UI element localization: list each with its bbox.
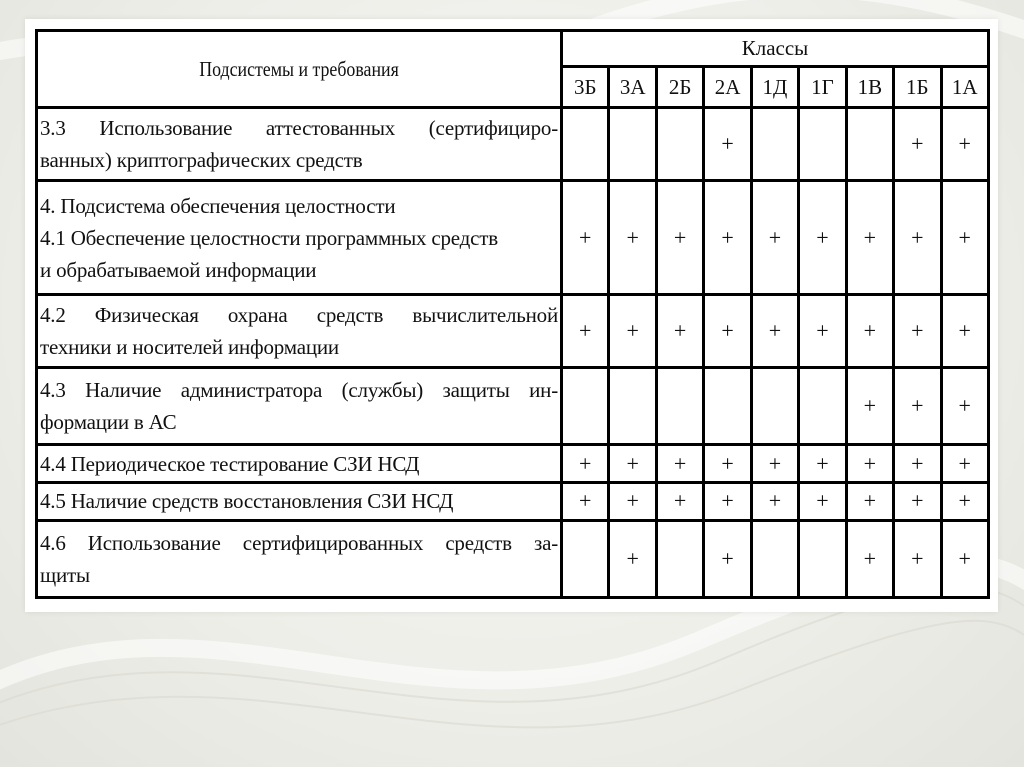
- requirement-mark-cell: +: [609, 445, 656, 483]
- requirements-table: [35, 29, 990, 599]
- requirement-text-line: ванных) криптографических средств: [40, 148, 363, 173]
- requirement-text-line: 4.3 Наличие администратора (службы) защиты ин-: [40, 378, 558, 403]
- requirement-mark-cell: +: [799, 483, 846, 521]
- requirement-mark-cell: +: [656, 445, 703, 483]
- requirement-mark-cell: +: [941, 295, 989, 368]
- requirement-mark-cell: +: [941, 445, 989, 483]
- requirement-cell: [37, 483, 562, 521]
- requirement-mark-cell: +: [751, 445, 798, 483]
- requirement-mark-cell: +: [609, 483, 656, 521]
- requirement-mark-cell: +: [846, 368, 893, 445]
- requirement-text-line: техники и носителей информации: [40, 335, 339, 360]
- requirement-text-line: 4.1 Обеспечение целостности программных средств: [40, 225, 498, 250]
- requirement-mark-cell: [799, 368, 846, 445]
- requirement-mark-cell: [751, 368, 798, 445]
- table-row: [37, 520, 989, 597]
- class-header-cell: 1Г: [799, 67, 846, 108]
- table-row: [37, 181, 989, 295]
- requirement-mark-cell: [562, 108, 609, 181]
- requirement-mark-cell: +: [799, 445, 846, 483]
- requirement-mark-cell: [751, 520, 798, 597]
- requirement-cell: [37, 445, 562, 483]
- requirement-mark-cell: [846, 108, 893, 181]
- requirement-cell: [37, 368, 562, 445]
- requirement-mark-cell: +: [799, 181, 846, 295]
- requirement-mark-cell: [799, 108, 846, 181]
- requirement-mark-cell: +: [846, 181, 893, 295]
- requirement-mark-cell: +: [846, 483, 893, 521]
- requirement-text-line: 4.6 Использование сертифицированных средств за-: [40, 530, 558, 555]
- requirement-text-line: 4.4 Периодическое тестирование СЗИ НСД: [40, 451, 420, 476]
- requirement-mark-cell: [799, 520, 846, 597]
- requirement-mark-cell: +: [609, 520, 656, 597]
- requirement-text-line: 3.3 Использование аттестованных (сертифициро-: [40, 116, 558, 141]
- class-header-cell: 2Б: [656, 67, 703, 108]
- class-header-cell: 3Б: [562, 67, 609, 108]
- table-body: [37, 108, 989, 598]
- requirement-mark-cell: +: [799, 295, 846, 368]
- requirement-mark-cell: [656, 520, 703, 597]
- class-header-cell: 2А: [704, 67, 751, 108]
- requirement-text-line: 4.2 Физическая охрана средств вычислительной: [40, 303, 558, 328]
- header-cell-requirements: [37, 31, 562, 108]
- requirement-mark-cell: +: [894, 108, 941, 181]
- class-header-cell: 3А: [609, 67, 656, 108]
- table-row: [37, 295, 989, 368]
- requirement-mark-cell: [609, 368, 656, 445]
- table-row: [37, 445, 989, 483]
- requirement-mark-cell: +: [751, 181, 798, 295]
- requirement-mark-cell: +: [562, 181, 609, 295]
- requirement-mark-cell: +: [941, 368, 989, 445]
- requirement-mark-cell: +: [704, 295, 751, 368]
- requirement-mark-cell: +: [894, 445, 941, 483]
- requirement-mark-cell: +: [751, 295, 798, 368]
- requirement-mark-cell: [751, 108, 798, 181]
- requirement-mark-cell: +: [751, 483, 798, 521]
- requirement-mark-cell: [562, 368, 609, 445]
- requirement-mark-cell: [704, 368, 751, 445]
- requirement-text-line: 4.5 Наличие средств восстановления СЗИ НСД: [40, 489, 454, 514]
- requirement-mark-cell: +: [562, 295, 609, 368]
- requirement-mark-cell: +: [846, 295, 893, 368]
- requirement-mark-cell: +: [894, 520, 941, 597]
- requirement-mark-cell: +: [941, 483, 989, 521]
- requirement-mark-cell: +: [894, 181, 941, 295]
- requirement-cell: [37, 108, 562, 181]
- requirement-mark-cell: +: [656, 181, 703, 295]
- requirement-mark-cell: +: [846, 520, 893, 597]
- requirement-mark-cell: +: [656, 483, 703, 521]
- requirement-mark-cell: +: [609, 181, 656, 295]
- class-header-cell: 1Д: [751, 67, 798, 108]
- requirement-text-line: и обрабатываемой информации: [40, 257, 317, 282]
- requirement-mark-cell: +: [704, 181, 751, 295]
- requirement-mark-cell: +: [941, 181, 989, 295]
- requirement-mark-cell: +: [704, 445, 751, 483]
- requirement-mark-cell: +: [562, 483, 609, 521]
- requirement-cell: [37, 181, 562, 295]
- header-classes-label: Классы: [562, 31, 989, 67]
- requirement-mark-cell: +: [562, 445, 609, 483]
- class-header-cell: 1В: [846, 67, 893, 108]
- requirement-text-line: формации в АС: [40, 410, 177, 435]
- requirement-mark-cell: [656, 368, 703, 445]
- document-sheet: [25, 19, 998, 612]
- requirement-text-line: щиты: [40, 562, 90, 587]
- header-requirements-label: Подсистемы и требования: [199, 56, 399, 81]
- requirement-mark-cell: +: [941, 108, 989, 181]
- requirement-mark-cell: +: [609, 295, 656, 368]
- class-header-cell: 1Б: [894, 67, 941, 108]
- table-row: [37, 368, 989, 445]
- requirement-mark-cell: [656, 108, 703, 181]
- requirement-cell: [37, 520, 562, 597]
- table-row: [37, 483, 989, 521]
- requirement-mark-cell: +: [941, 520, 989, 597]
- requirement-mark-cell: [562, 520, 609, 597]
- requirement-mark-cell: +: [894, 295, 941, 368]
- requirement-mark-cell: [609, 108, 656, 181]
- requirement-mark-cell: +: [704, 483, 751, 521]
- requirement-text-line: 4. Подсистема обеспечения целостности: [40, 193, 396, 218]
- class-header-cell: 1А: [941, 67, 989, 108]
- requirement-mark-cell: +: [656, 295, 703, 368]
- requirement-cell: [37, 295, 562, 368]
- requirement-mark-cell: +: [894, 483, 941, 521]
- table-row: [37, 108, 989, 181]
- requirement-mark-cell: +: [846, 445, 893, 483]
- requirement-mark-cell: +: [704, 520, 751, 597]
- requirement-mark-cell: +: [704, 108, 751, 181]
- requirement-mark-cell: +: [894, 368, 941, 445]
